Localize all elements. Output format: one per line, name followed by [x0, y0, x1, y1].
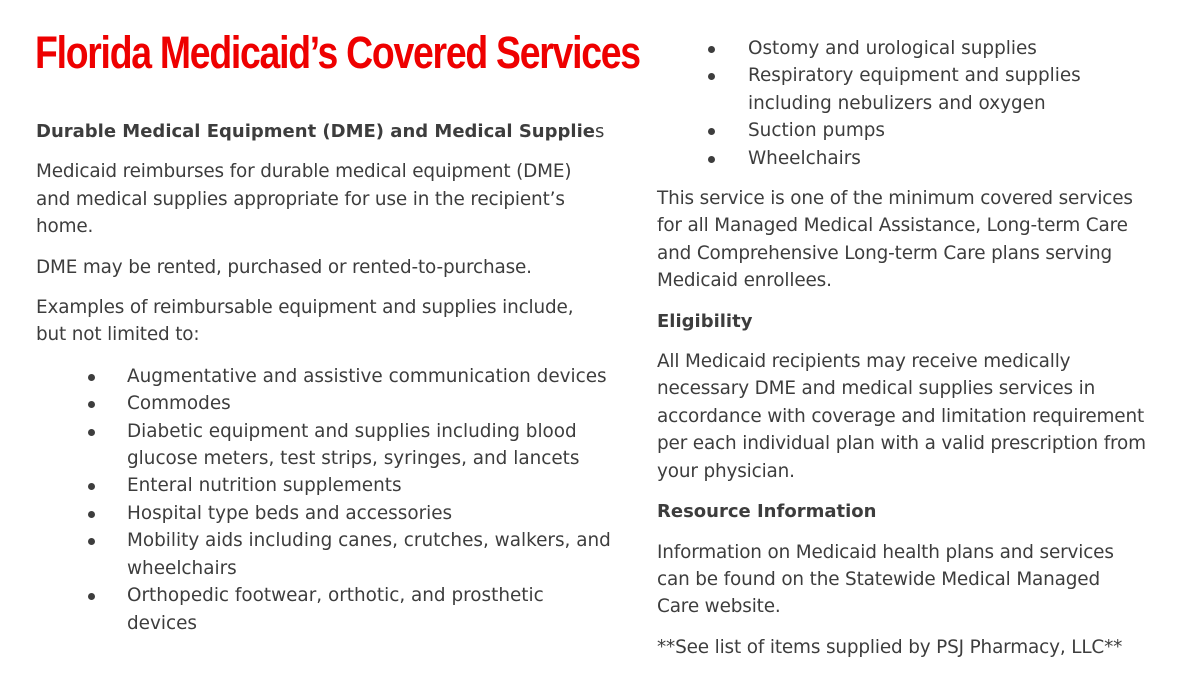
list-item-text: Augmentative and assistive communication devices [127, 365, 607, 387]
bullet-icon [88, 401, 95, 408]
list-item-text: Diabetic equipment and supplies including blood glucose meters, test strips, syringes, and lancets [127, 420, 580, 470]
resource-information-paragraph: Information on Medicaid health plans and services can be found on the Statewide Medical Managed Care website. [657, 541, 1114, 618]
list-item-text: Wheelchairs [748, 147, 861, 169]
list-item [36, 363, 626, 390]
list-item [657, 35, 1177, 62]
list-item [36, 472, 626, 499]
dme-examples-intro: Examples of reimbursable equipment and supplies include, but not limited to: [36, 297, 574, 346]
bullet-icon [708, 156, 715, 163]
list-item [657, 62, 1093, 117]
right-column [657, 35, 1177, 674]
list-item-text: Commodes [127, 393, 231, 415]
list-item-text: Mobility aids including canes, crutches, walkers, and wheelchairs [127, 530, 611, 579]
dme-section-heading [36, 118, 626, 145]
bullet-icon [708, 46, 715, 53]
bullet-icon [708, 128, 715, 135]
list-item [657, 145, 1177, 172]
bullet-icon [88, 374, 95, 381]
bullet-icon [88, 511, 95, 518]
list-item-text: Respiratory equipment and supplies including nebulizers and oxygen [748, 65, 1081, 114]
dme-reimbursement-paragraph: Medicaid reimburses for durable medical equipment (DME) and medical supplies appropriate for use in the recipient’s home. [36, 161, 572, 238]
list-item [36, 500, 626, 527]
list-item [36, 390, 626, 417]
resource-information-heading: Resource Information [657, 501, 877, 523]
bullet-icon [88, 538, 95, 545]
eligibility-heading: Eligibility [657, 310, 753, 332]
list-item-text: Enteral nutrition supplements [127, 475, 402, 497]
page-title: Florida Medicaid’s Covered Services [35, 27, 640, 78]
list-item-text: Ostomy and urological supplies [748, 38, 1037, 59]
bullet-icon [88, 483, 95, 490]
dme-rental-paragraph: DME may be rented, purchased or rented-to-purchase. [36, 256, 532, 278]
eligibility-paragraph: All Medicaid recipients may receive medically necessary DME and medical supplies services in accordance with coverage and limitation requirement per each individual plan with a valid prescription from your physician. [657, 351, 1146, 482]
left-column [36, 118, 626, 637]
bullet-icon [708, 73, 715, 80]
dme-heading-main: Durable Medical Equipment (DME) and Medical Supplie [36, 121, 595, 142]
bullet-icon [88, 593, 95, 600]
list-item [36, 582, 572, 637]
list-item [36, 418, 597, 473]
list-item [36, 527, 626, 582]
dme-examples-list [36, 363, 626, 637]
list-item-text: Hospital type beds and accessories [127, 502, 453, 524]
bullet-icon [88, 429, 95, 436]
minimum-service-paragraph: This service is one of the minimum covered services for all Managed Medical Assistance, Long-term Care and Comprehensive Long-term Care plans serving Medicaid enrollees. [657, 188, 1133, 292]
dme-examples-list-continued [657, 35, 1177, 172]
dme-heading-tail: s [594, 121, 605, 142]
list-item [657, 117, 1177, 144]
list-item-text: Orthopedic footwear, orthotic, and prosthetic devices [127, 585, 544, 634]
list-item-text: Suction pumps [748, 120, 886, 142]
psj-pharmacy-note: **See list of items supplied by PSJ Pharmacy, LLC** [657, 636, 1123, 658]
